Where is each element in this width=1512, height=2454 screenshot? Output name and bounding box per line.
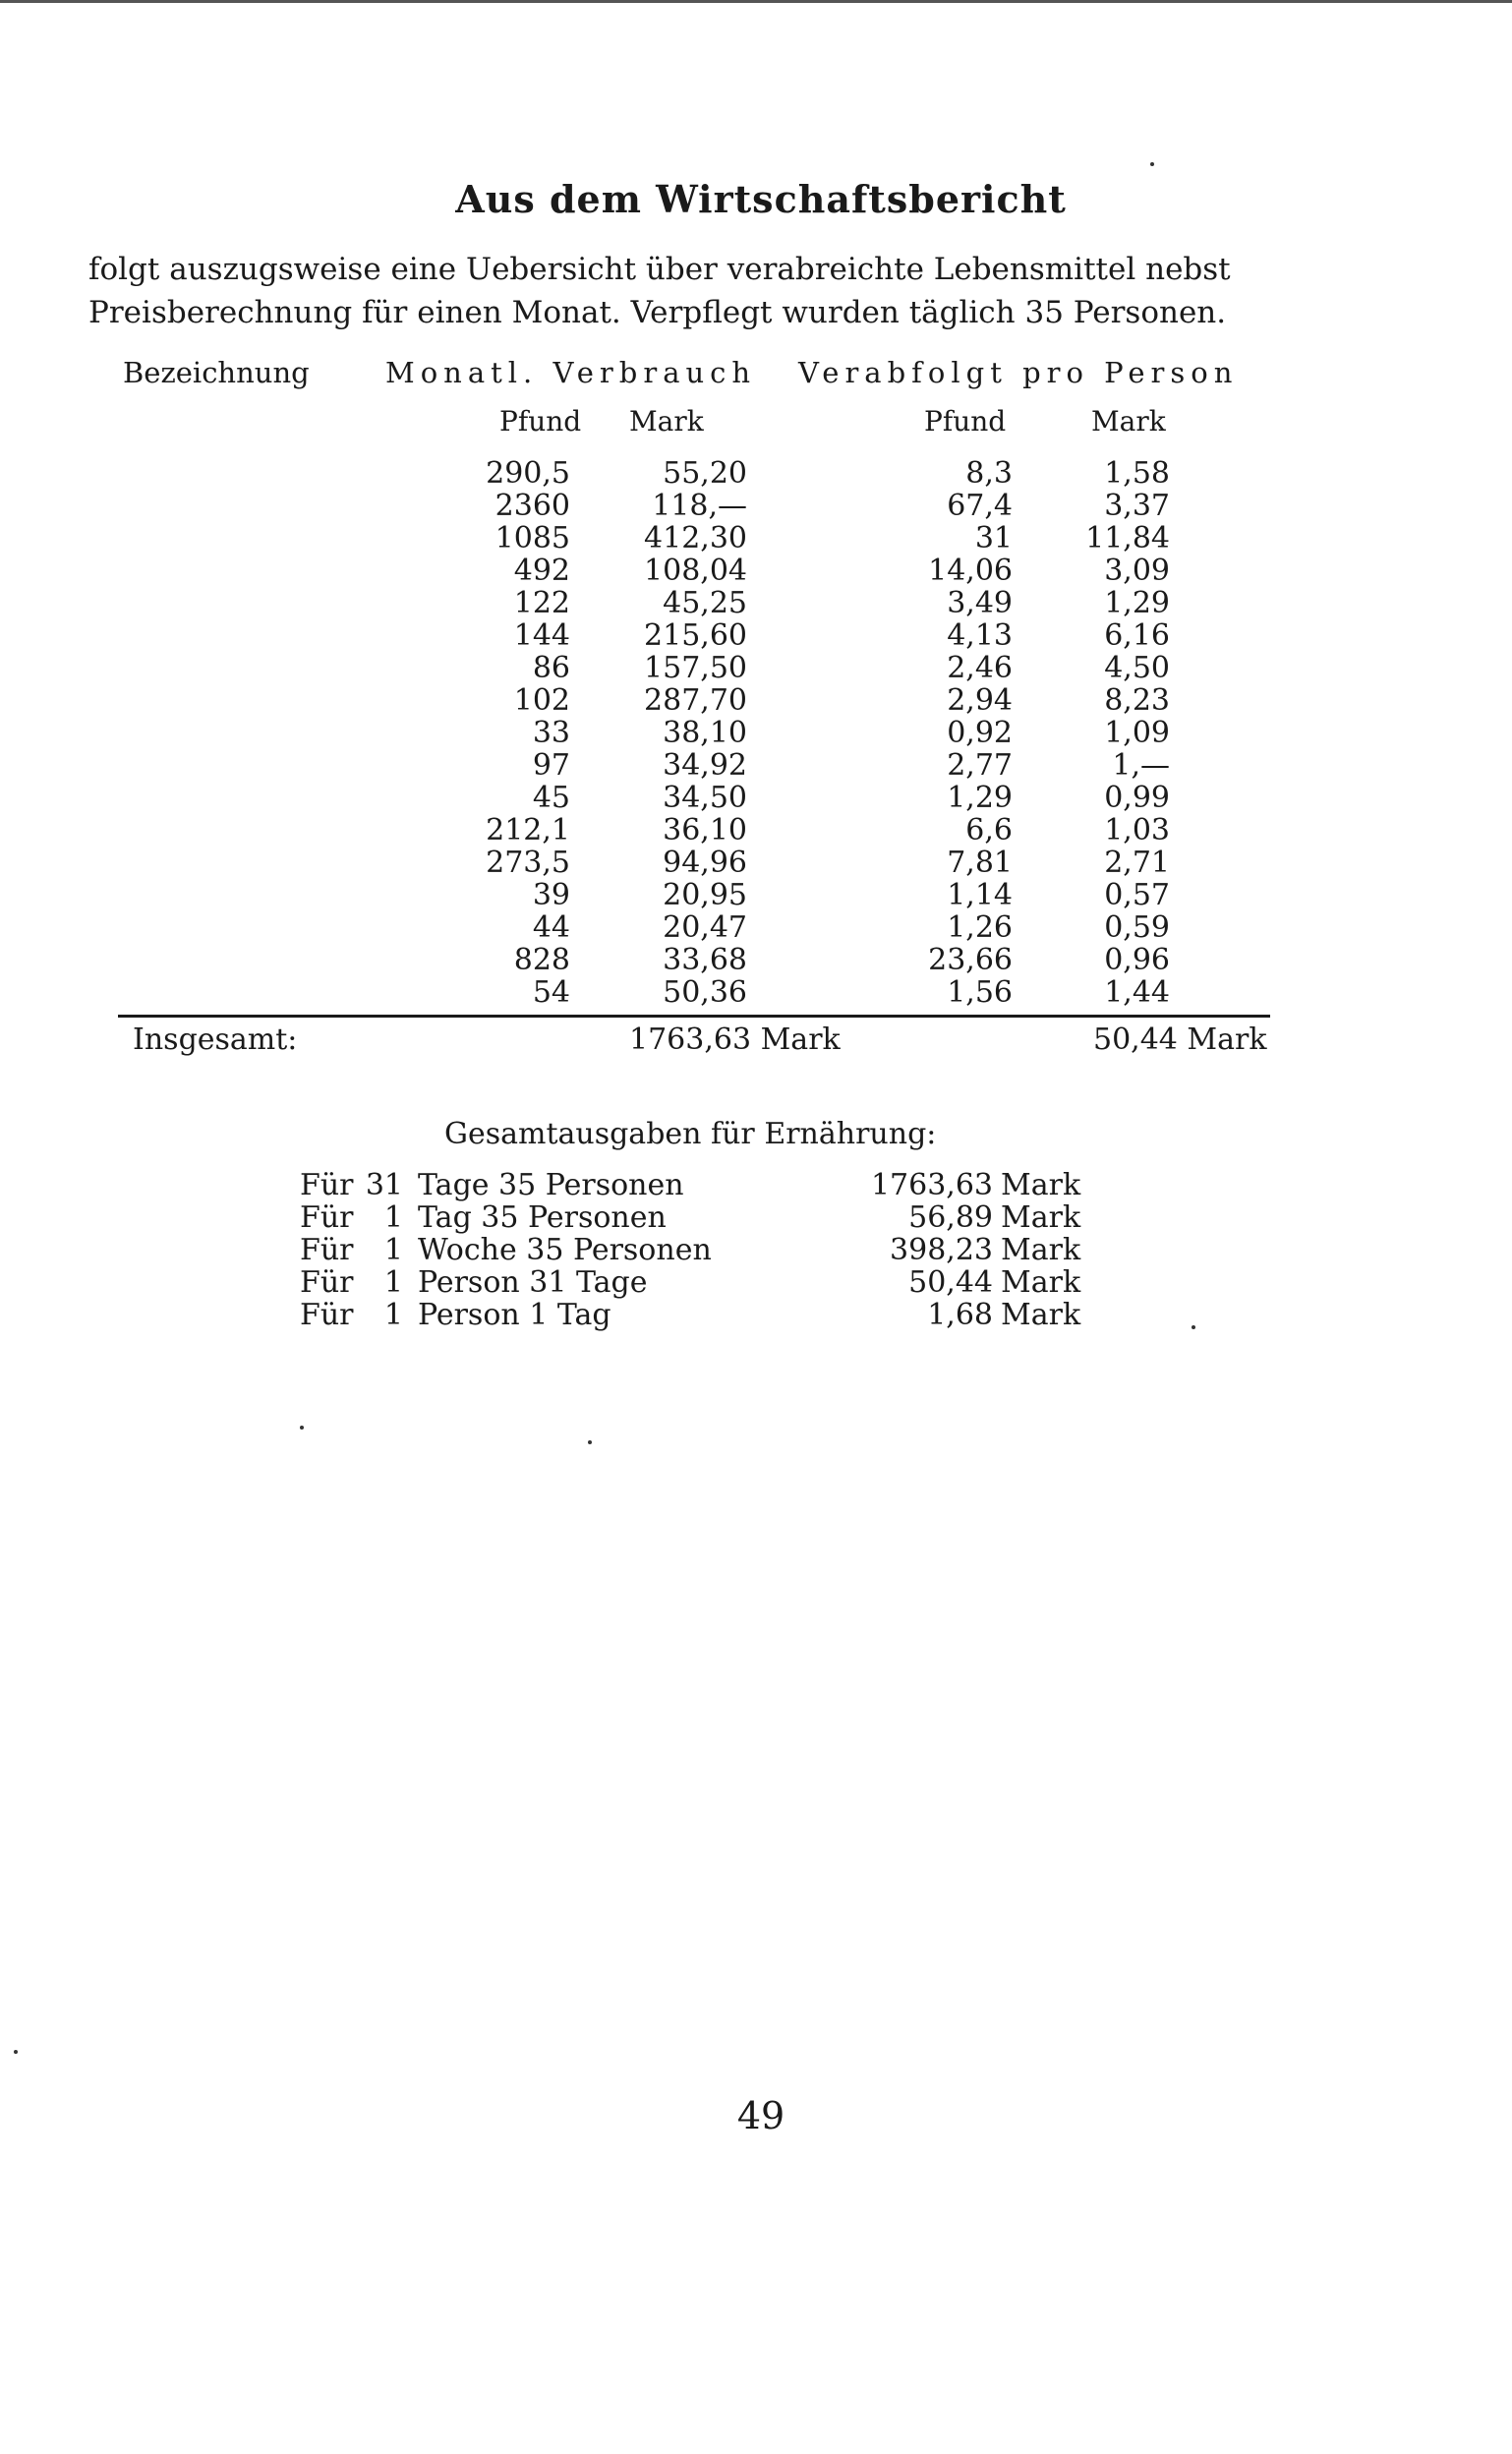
- row-pfund-per-person: 3,49: [947, 586, 1013, 620]
- table-row: [0, 489, 1512, 521]
- row-pfund-per-person: 1,14: [947, 878, 1013, 912]
- expense-currency: Mark: [1001, 1200, 1081, 1235]
- table-row: [0, 781, 1512, 813]
- row-mark-per-person: 1,44: [1104, 975, 1170, 1010]
- expense-currency: Mark: [1001, 1298, 1081, 1332]
- expense-fuer: Für: [300, 1233, 354, 1267]
- row-mark-monthly: 38,10: [663, 716, 747, 750]
- row-mark-per-person: 6,16: [1104, 618, 1170, 653]
- row-pfund-monthly: 212,1: [486, 813, 570, 847]
- subheader-mark-per-person: Mark: [1091, 405, 1166, 438]
- row-pfund-per-person: 14,06: [928, 554, 1013, 588]
- row-pfund-per-person: 2,94: [947, 683, 1013, 718]
- table-row: [0, 846, 1512, 878]
- row-mark-per-person: 3,09: [1104, 554, 1170, 588]
- expense-count: 1: [383, 1298, 403, 1332]
- row-pfund-monthly: 54: [532, 975, 570, 1010]
- row-mark-per-person: 0,99: [1104, 781, 1170, 815]
- table-row: [0, 554, 1512, 586]
- row-pfund-monthly: 828: [513, 943, 570, 977]
- row-pfund-per-person: 0,92: [947, 716, 1013, 750]
- row-mark-per-person: 3,37: [1104, 489, 1170, 523]
- row-pfund-per-person: 1,26: [947, 910, 1013, 945]
- table-row: [0, 521, 1512, 554]
- row-mark-monthly: 157,50: [644, 651, 747, 685]
- row-pfund-per-person: 4,13: [947, 618, 1013, 653]
- table-row: [0, 878, 1512, 910]
- row-mark-per-person: 1,—: [1112, 748, 1170, 783]
- row-pfund-per-person: 2,46: [947, 651, 1013, 685]
- scan-speck: [14, 2050, 18, 2054]
- row-mark-monthly: 94,96: [663, 846, 747, 880]
- scan-top-edge: [0, 0, 1512, 3]
- expense-value: 1763,63: [870, 1168, 993, 1202]
- row-pfund-per-person: 6,6: [965, 813, 1013, 847]
- row-pfund-monthly: 39: [532, 878, 570, 912]
- expense-fuer: Für: [300, 1168, 354, 1202]
- row-pfund-per-person: 31: [974, 521, 1013, 555]
- intro-line: folgt auszugsweise eine Uebersicht über verabreichte Lebensmittel nebst: [88, 252, 1231, 287]
- row-mark-monthly: 36,10: [663, 813, 747, 847]
- row-mark-per-person: 0,57: [1104, 878, 1170, 912]
- row-pfund-monthly: 102: [513, 683, 570, 718]
- row-pfund-monthly: 122: [513, 586, 570, 620]
- table-row: [0, 456, 1512, 489]
- row-pfund-monthly: 1085: [494, 521, 570, 555]
- subheader-pfund-per-person: Pfund: [924, 405, 1007, 438]
- header-per-person: Verabfolgt pro Person: [798, 356, 1239, 389]
- expense-value: 398,23: [890, 1233, 993, 1267]
- row-mark-monthly: 412,30: [644, 521, 747, 555]
- expense-unit: Person 1 Tag: [418, 1298, 611, 1332]
- scan-speck: [300, 1426, 304, 1430]
- row-mark-per-person: 1,09: [1104, 716, 1170, 750]
- row-pfund-per-person: 67,4: [947, 489, 1013, 523]
- row-mark-monthly: 45,25: [663, 586, 747, 620]
- row-pfund-per-person: 7,81: [947, 846, 1013, 880]
- row-mark-monthly: 215,60: [644, 618, 747, 653]
- row-pfund-monthly: 492: [513, 554, 570, 588]
- row-mark-monthly: 118,—: [652, 489, 747, 523]
- header-monthly: Monatl. Verbrauch: [385, 356, 757, 389]
- row-mark-monthly: 20,95: [663, 878, 747, 912]
- row-mark-per-person: 1,29: [1104, 586, 1170, 620]
- row-pfund-monthly: 273,5: [486, 846, 570, 880]
- row-pfund-monthly: 86: [532, 651, 570, 685]
- expenses-title: Gesamtausgaben für Ernährung:: [444, 1117, 937, 1151]
- row-mark-monthly: 33,68: [663, 943, 747, 977]
- total-label: Insgesamt:: [133, 1022, 298, 1057]
- scan-speck: [1192, 1325, 1195, 1329]
- table-row: [0, 975, 1512, 1008]
- row-pfund-monthly: 2360: [494, 489, 570, 523]
- table-row: [0, 910, 1512, 943]
- expense-unit: Tage 35 Personen: [418, 1168, 684, 1202]
- expense-currency: Mark: [1001, 1265, 1081, 1300]
- expense-currency: Mark: [1001, 1233, 1081, 1267]
- expense-currency: Mark: [1001, 1168, 1081, 1202]
- row-mark-monthly: 34,50: [663, 781, 747, 815]
- expense-count: 1: [383, 1265, 403, 1300]
- row-mark-per-person: 0,96: [1104, 943, 1170, 977]
- expense-unit: Person 31 Tage: [418, 1265, 648, 1300]
- row-pfund-per-person: 1,56: [947, 975, 1013, 1010]
- row-mark-per-person: 2,71: [1104, 846, 1170, 880]
- row-pfund-monthly: 33: [532, 716, 570, 750]
- row-mark-per-person: 4,50: [1104, 651, 1170, 685]
- row-pfund-monthly: 290,5: [486, 456, 570, 491]
- row-mark-per-person: 1,58: [1104, 456, 1170, 491]
- row-mark-monthly: 287,70: [644, 683, 747, 718]
- scan-speck: [588, 1440, 592, 1444]
- intro-line: Preisberechnung für einen Monat. Verpflegt wurden täglich 35 Personen.: [88, 295, 1227, 330]
- row-pfund-per-person: 2,77: [947, 748, 1013, 783]
- page-number: 49: [736, 2094, 785, 2137]
- expense-count: 1: [383, 1200, 403, 1235]
- total-mark-per-person: 50,44 Mark: [1093, 1022, 1267, 1057]
- row-mark-monthly: 50,36: [663, 975, 747, 1010]
- row-pfund-monthly: 144: [513, 618, 570, 653]
- subheader-pfund-monthly: Pfund: [499, 405, 582, 438]
- table-row: [0, 651, 1512, 683]
- expense-value: 50,44: [908, 1265, 993, 1300]
- subheader-mark-monthly: Mark: [629, 405, 704, 438]
- row-pfund-per-person: 1,29: [947, 781, 1013, 815]
- expense-unit: Tag 35 Personen: [418, 1200, 667, 1235]
- table-total-rule: [118, 1015, 1270, 1018]
- row-mark-monthly: 20,47: [663, 910, 747, 945]
- row-pfund-monthly: 97: [532, 748, 570, 783]
- expense-count: 1: [383, 1233, 403, 1267]
- expense-value: 1,68: [927, 1298, 993, 1332]
- row-mark-monthly: 55,20: [663, 456, 747, 491]
- row-mark-monthly: 34,92: [663, 748, 747, 783]
- table-row: [0, 943, 1512, 975]
- row-mark-per-person: 0,59: [1104, 910, 1170, 945]
- page-title: Aus dem Wirtschaftsbericht: [455, 177, 1067, 221]
- table-row: [0, 716, 1512, 748]
- row-mark-per-person: 1,03: [1104, 813, 1170, 847]
- expense-value: 56,89: [908, 1200, 993, 1235]
- table-row: [0, 618, 1512, 651]
- expense-unit: Woche 35 Personen: [418, 1233, 712, 1267]
- expense-count: 31: [365, 1168, 403, 1202]
- table-row: [0, 586, 1512, 618]
- table-row: [0, 748, 1512, 781]
- row-mark-monthly: 108,04: [644, 554, 747, 588]
- header-name: Bezeichnung: [123, 356, 310, 389]
- row-mark-per-person: 8,23: [1104, 683, 1170, 718]
- expense-fuer: Für: [300, 1265, 354, 1300]
- expense-fuer: Für: [300, 1200, 354, 1235]
- intro-paragraph: [88, 248, 1268, 334]
- row-mark-per-person: 11,84: [1085, 521, 1170, 555]
- table-row: [0, 683, 1512, 716]
- row-pfund-per-person: 8,3: [965, 456, 1013, 491]
- scan-speck: [1150, 162, 1154, 166]
- row-pfund-per-person: 23,66: [928, 943, 1013, 977]
- expense-fuer: Für: [300, 1298, 354, 1332]
- table-row: [0, 813, 1512, 846]
- row-pfund-monthly: 45: [532, 781, 570, 815]
- total-mark-monthly: 1763,63 Mark: [629, 1022, 841, 1057]
- row-pfund-monthly: 44: [532, 910, 570, 945]
